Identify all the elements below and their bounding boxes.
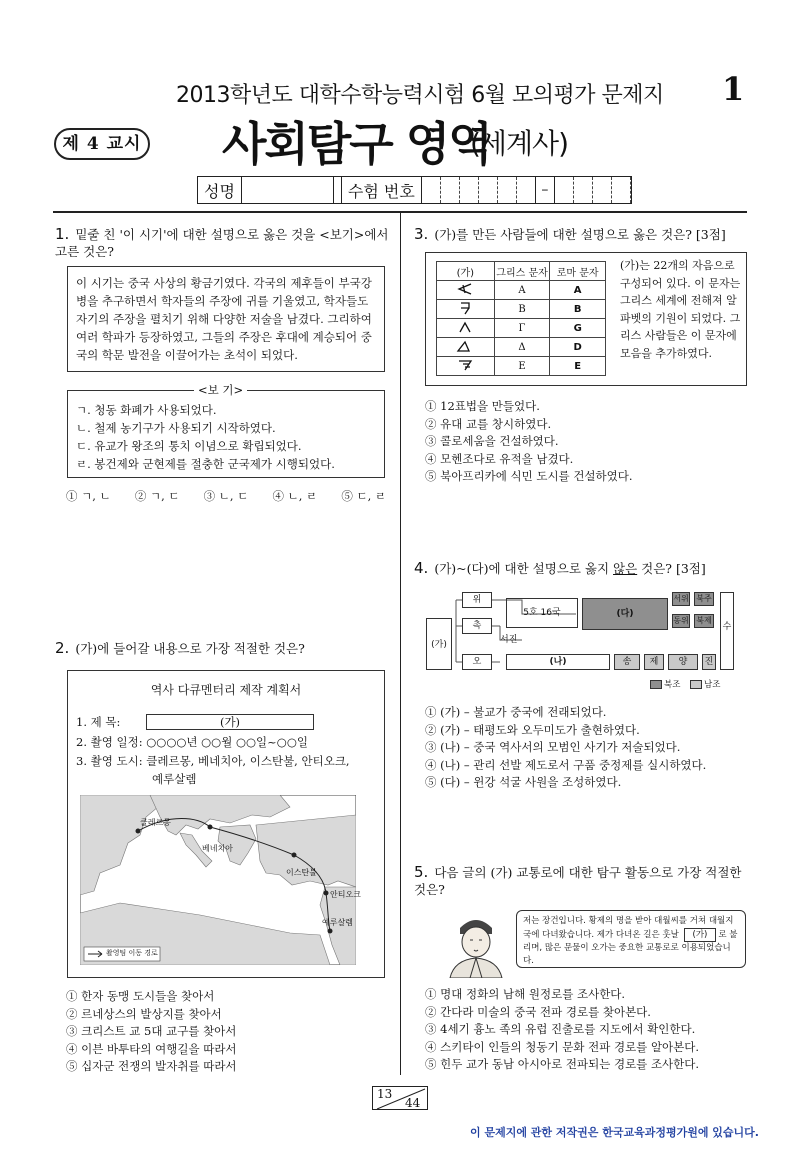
table-header: 그리스 문자	[494, 262, 550, 281]
exam-number-digit[interactable]	[593, 177, 612, 203]
q3-figure-box	[425, 252, 747, 386]
period-badge: 제 4 교시	[54, 128, 150, 160]
question-text: (가)를 만든 사람들에 대한 설명으로 옳은 것은? [3점]	[434, 227, 726, 242]
dynasty-bukju: 북주	[694, 592, 714, 606]
answer-choice[interactable]: ④ ㄴ, ㄹ	[272, 489, 318, 503]
q1-passage-box	[67, 266, 385, 372]
exam-number-label: 수험 번호	[342, 177, 422, 203]
question-number: 3.	[414, 225, 429, 243]
alphabet-table	[436, 261, 606, 376]
bubble-text-part: 로 불리며, 많은 문물이 오가는 중요한 교통로로 이용되었습니다.	[523, 929, 738, 966]
answer-choice[interactable]: ① 한자 동맹 도시들을 찾아서	[66, 989, 215, 1003]
plan-title-blank[interactable]: (가)	[146, 714, 314, 730]
answer-choice[interactable]: ⑤ 십자군 전쟁의 발자취를 따라서	[66, 1059, 237, 1073]
bubble-blank[interactable]: (가)	[684, 928, 717, 943]
legend-swatch-north	[650, 680, 662, 689]
dynasty-su: 수	[720, 592, 734, 670]
question-1-stem	[55, 226, 389, 260]
roman-letter: E	[550, 357, 606, 376]
q1-choices	[66, 488, 386, 506]
phoenician-glyph-he	[437, 357, 495, 376]
q2-choices	[66, 988, 386, 1076]
name-field[interactable]	[242, 177, 334, 203]
bogi-item: ㄱ. 청동 화폐가 사용되었다.	[76, 403, 217, 417]
q4-choices	[425, 704, 747, 792]
answer-choice[interactable]: ② 유대 교를 창시하였다.	[425, 416, 552, 431]
map-label-antioch: 안티오크	[330, 890, 361, 899]
page-counter	[372, 1086, 428, 1110]
answer-choice[interactable]: ② (가) – 태평도와 오두미도가 출현하였다.	[425, 722, 640, 737]
answer-choice[interactable]: ① (가) – 불교가 중국에 전래되었다.	[425, 705, 607, 719]
dynasty-wi: 위	[462, 592, 492, 608]
table-row	[437, 357, 606, 376]
plan-title: 역사 다큐멘터리 제작 계획서	[150, 683, 302, 697]
legend-label-south: 남조	[704, 680, 721, 690]
phoenician-glyph-aleph	[437, 281, 495, 300]
answer-choice[interactable]: ④ 이븐 바투타의 여행길을 따라서	[66, 1041, 237, 1056]
answer-choice[interactable]: ③ 콜로세움을 건설하였다.	[425, 434, 559, 448]
exam-number-digit[interactable]	[422, 177, 441, 203]
table-row	[437, 319, 606, 338]
dynasty-da: (다)	[582, 598, 668, 630]
roman-letter: D	[550, 338, 606, 357]
answer-choice[interactable]: ③ 크리스트 교 5대 교구를 찾아서	[66, 1024, 237, 1038]
bogi-item: ㄴ. 철제 농기구가 사용되기 시작하였다.	[76, 421, 276, 435]
phoenician-glyph-gimel	[437, 319, 495, 338]
greek-letter: Γ	[494, 319, 550, 338]
map-legend-text: 촬영팀 이동 경로	[106, 949, 158, 957]
bogi-title: <보 기>	[194, 382, 247, 398]
answer-choice[interactable]: ④ 모헨조다로 유적을 남겼다.	[425, 451, 574, 466]
exam-number-digit[interactable]	[498, 177, 517, 203]
answer-choice[interactable]: ④ (나) – 관리 선발 제도로서 구품 중정제를 실시하였다.	[425, 757, 707, 772]
greek-letter: Β	[494, 300, 550, 319]
exam-number-digit[interactable]	[517, 177, 536, 203]
table-header: (가)	[437, 262, 495, 281]
answer-choice[interactable]: ⑤ ㄷ, ㄹ	[341, 489, 386, 503]
answer-choice[interactable]: ③ (나) – 중국 역사서의 모범인 사기가 저술되었다.	[425, 740, 681, 754]
q5-choices	[425, 986, 747, 1074]
student-id-row	[197, 176, 632, 204]
plan-item-cities: 3. 촬영 도시: 클레르몽, 베네치아, 이스탄불, 안티오크,	[76, 754, 350, 768]
table-row	[437, 300, 606, 319]
plan-item-schedule: 2. 촬영 일정: ○○○○년 ○○월 ○○일~○○일	[76, 735, 308, 749]
question-5-stem	[414, 864, 748, 898]
answer-choice[interactable]: ④ 스키타이 인들의 청동기 문화 전파 경로를 알아본다.	[425, 1039, 700, 1054]
dynasty-na: (나)	[506, 654, 610, 670]
roman-letter: A	[550, 281, 606, 300]
copyright-notice: 이 문제지에 관한 저작권은 한국교육과정평가원에 있습니다.	[470, 1126, 759, 1139]
exam-number-separator: –	[536, 177, 555, 203]
question-3-stem	[414, 226, 748, 243]
exam-number-digit[interactable]	[441, 177, 460, 203]
dynasty-je: 제	[644, 654, 664, 670]
dynasty-dongwi: 동위	[672, 614, 690, 628]
answer-choice[interactable]: ③ ㄴ, ㄷ	[203, 489, 249, 503]
dynasty-bukje: 북제	[694, 614, 714, 628]
table-header: 로마 문자	[550, 262, 606, 281]
speech-bubble	[516, 910, 746, 968]
table-row	[437, 338, 606, 357]
exam-number-digit[interactable]	[612, 177, 631, 203]
map-label-clermont: 클레르몽	[140, 818, 171, 827]
answer-choice[interactable]: ③ 4세기 흉노 족의 유럽 진출로를 지도에서 확인한다.	[425, 1022, 696, 1036]
answer-choice[interactable]: ① ㄱ, ㄴ	[66, 489, 111, 503]
q1-bogi-box	[67, 383, 385, 478]
roman-letter: G	[550, 319, 606, 338]
table-header-row	[437, 262, 606, 281]
question-number: 5.	[414, 863, 429, 881]
dynasty-jin: 진	[702, 654, 716, 670]
period-5ho16guk: 5호 16국	[506, 598, 578, 628]
plan-item-title-label: 1. 제 목:	[76, 715, 121, 729]
page-current: 13	[377, 1087, 393, 1101]
subject-subtitle: (세계사)	[470, 127, 568, 160]
exam-number-digit[interactable]	[460, 177, 479, 203]
exam-number-digit[interactable]	[479, 177, 498, 203]
question-text: 다음 글의 (가) 교통로에 대한 탐구 활동으로 가장 적절한 것은?	[414, 865, 742, 897]
exam-number-digit[interactable]	[574, 177, 593, 203]
page-number: 1	[722, 70, 745, 108]
question-emphasis: 않은	[613, 561, 638, 576]
plan-item-cities-cont: 예루살렘	[152, 772, 197, 786]
question-text: (가)~(다)에 대한 설명으로 옳지	[434, 561, 614, 576]
question-number: 2.	[55, 639, 70, 657]
answer-choice[interactable]: ② 간다라 미술의 중국 전파 경로를 찾아본다.	[425, 1004, 651, 1019]
dynasty-diagram	[426, 590, 746, 694]
phoenician-glyph-beth	[437, 300, 495, 319]
crusade-map	[80, 795, 356, 965]
answer-choice[interactable]: ② 르네상스의 발상지를 찾아서	[66, 1006, 222, 1021]
table-row	[437, 281, 606, 300]
column-divider	[400, 213, 401, 1075]
bogi-item: ㄷ. 유교가 왕조의 통치 이념으로 확립되었다.	[76, 439, 302, 453]
dynasty-o: 오	[462, 654, 492, 670]
answer-choice[interactable]: ① 명대 정화의 남해 원정로를 조사한다.	[425, 987, 626, 1001]
answer-choice[interactable]: ⑤ 북아프리카에 식민 도시를 건설하였다.	[425, 469, 633, 483]
map-label-istanbul: 이스탄불	[286, 868, 317, 877]
bogi-item: ㄹ. 봉건제와 군현제를 절충한 군국제가 시행되었다.	[76, 457, 335, 471]
phoenician-glyph-daleth	[437, 338, 495, 357]
q3-description: (가)는 22개의 자음으로 구성되어 있다. 이 문자는 그리스 세계에 전해져 알파벳의 기원이 되었다. 그리스 사람들은 이 문자에 모음을 추가하였다.	[620, 259, 741, 360]
q1-passage: 이 시기는 중국 사상의 황금기였다. 각국의 제후들이 부국강병을 추구하면서 학자들의 주장에 귀를 기울였고, 학자들도 자기의 주장을 펼치기 위해 다양한 저술을 남겼다. 그리하여 여러 학파가 등장하였고, 그들의 주장은 후대에 계승되어 중국의 학문 발전을 이끌어가는 초석이 되었다.	[76, 276, 372, 362]
answer-choice[interactable]: ② ㄱ, ㄷ	[134, 489, 180, 503]
speech-bubble-text	[523, 915, 739, 967]
dynasty-seojin: 서진	[500, 635, 518, 645]
page-total: 44	[405, 1096, 421, 1110]
greek-letter: Δ	[494, 338, 550, 357]
exam-title: 2013학년도 대학수학능력시험 6월 모의평가 문제지	[176, 83, 664, 108]
subject-title: 사회탐구 영역	[222, 117, 491, 171]
map-label-jerusalem: 예루살렘	[322, 918, 353, 927]
legend-swatch-south	[690, 680, 702, 689]
greek-letter: Α	[494, 281, 550, 300]
dynasty-yang: 양	[668, 654, 698, 670]
question-number: 4.	[414, 559, 429, 577]
question-number: 1.	[55, 225, 70, 243]
question-4-stem	[414, 560, 748, 577]
greek-letter: Ε	[494, 357, 550, 376]
answer-choice[interactable]: ⑤ 힌두 교가 동남 아시아로 전파되는 경로를 조사한다.	[425, 1057, 700, 1071]
q2-plan-box	[67, 670, 385, 978]
dynasty-song: 송	[614, 654, 640, 670]
exam-number-digit[interactable]	[555, 177, 574, 203]
legend-label-north: 북조	[664, 680, 681, 690]
dynasty-chok: 촉	[462, 618, 492, 634]
answer-choice[interactable]: ① 12표법을 만들었다.	[425, 399, 540, 413]
question-2-stem	[55, 640, 389, 657]
q3-choices	[425, 398, 747, 486]
name-label: 성명	[198, 177, 242, 203]
question-text: 것은? [3점]	[637, 561, 706, 576]
map-label-venice: 베네치아	[202, 844, 233, 853]
dynasty-ga: (가)	[426, 618, 452, 670]
dynasty-seowi: 서위	[672, 592, 690, 606]
bubble-text-part: 저는 장건입니다. 황제의 명을 받아 대월씨를 거쳐 대월지국에 다녀왔습니다. 제가 다녀온 길은 훗날	[523, 916, 734, 940]
question-text: (가)에 들어갈 내용으로 가장 적절한 것은?	[75, 641, 305, 656]
answer-choice[interactable]: ⑤ (다) – 윈강 석굴 사원을 조성하였다.	[425, 775, 622, 789]
roman-letter: B	[550, 300, 606, 319]
question-text: 밑줄 친 '이 시기'에 대한 설명으로 옳은 것을 <보기>에서 고른 것은?	[55, 227, 389, 259]
zhang-qian-portrait-icon	[440, 910, 512, 978]
